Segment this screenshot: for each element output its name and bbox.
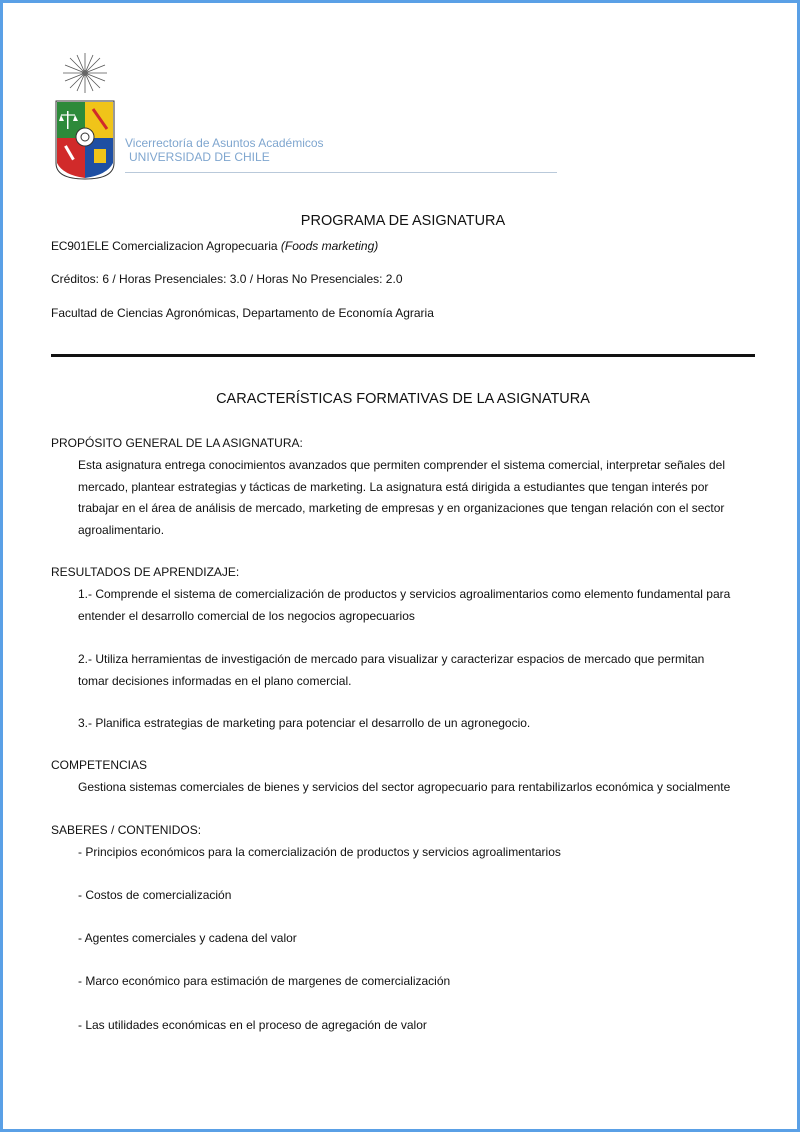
saberes-heading: SABERES / CONTENIDOS:: [51, 823, 202, 837]
course-line: [51, 238, 378, 254]
university-name: UNIVERSIDAD DE CHILE: [129, 150, 270, 164]
header-divider: [125, 172, 557, 173]
proposito-text: Esta asignatura entrega conocimientos avanzados que permiten comprender el sistema comercial, interpretar señales del mercado, plantear estrategias y tácticas de marketing. La asignatura está dirigida a estudiantes que tengan interés por trabajar en el área de análisis de mercado, marketing de empresas y en organizaciones que tengan relación con el sector agroalimentario.: [78, 458, 726, 537]
course-code: EC901ELE: [51, 239, 109, 253]
section-divider: [51, 354, 755, 357]
saberes-item: - Las utilidades económicas en el proceso de agregación de valor: [78, 1018, 427, 1032]
competencias-heading: COMPETENCIAS: [51, 758, 148, 772]
course-name-english: (Foods marketing): [280, 239, 379, 253]
program-title: PROGRAMA DE ASIGNATURA: [300, 213, 506, 229]
saberes-item: - Agentes comerciales y cadena del valor: [78, 931, 297, 945]
university-header: [125, 136, 324, 164]
faculty-line: Facultad de Ciencias Agronómicas, Departamento de Economía Agraria: [51, 306, 434, 320]
course-name: Comercializacion Agropecuaria: [112, 239, 278, 253]
saberes-item: - Marco económico para estimación de margenes de comercialización: [78, 974, 451, 988]
resultados-heading: RESULTADOS DE APRENDIZAJE:: [51, 565, 240, 579]
vicerrectoria-label: Vicerrectoría de Asuntos Académicos: [125, 136, 324, 150]
saberes-item: - Principios económicos para la comercialización de productos y servicios agroalimentarios: [78, 845, 561, 859]
saberes-item: - Costos de comercialización: [78, 888, 232, 902]
proposito-heading: PROPÓSITO GENERAL DE LA ASIGNATURA:: [51, 436, 303, 450]
credits-line: Créditos: 6 / Horas Presenciales: 3.0 / Horas No Presenciales: 2.0: [51, 272, 403, 286]
resultado-item: 2.- Utiliza herramientas de investigación de mercado para visualizar y caracterizar espacios de mercado que permitan tomar decisiones informadas en el plano comercial.: [78, 652, 705, 688]
competencias-text: Gestiona sistemas comerciales de bienes y servicios del sector agropecuario para rentabilizarlos económica y socialmente: [78, 780, 731, 794]
caracteristicas-title: CARACTERÍSTICAS FORMATIVAS DE LA ASIGNATURA: [216, 391, 590, 407]
university-crest-icon: [53, 51, 117, 181]
resultado-item: 1.- Comprende el sistema de comercialización de productos y servicios agroalimentarios como elemento fundamental para entender el desarrollo comercial de los negocios agropecuarios: [78, 587, 731, 623]
resultado-item: 3.- Planifica estrategias de marketing para potenciar el desarrollo de un agronegocio.: [78, 716, 531, 730]
